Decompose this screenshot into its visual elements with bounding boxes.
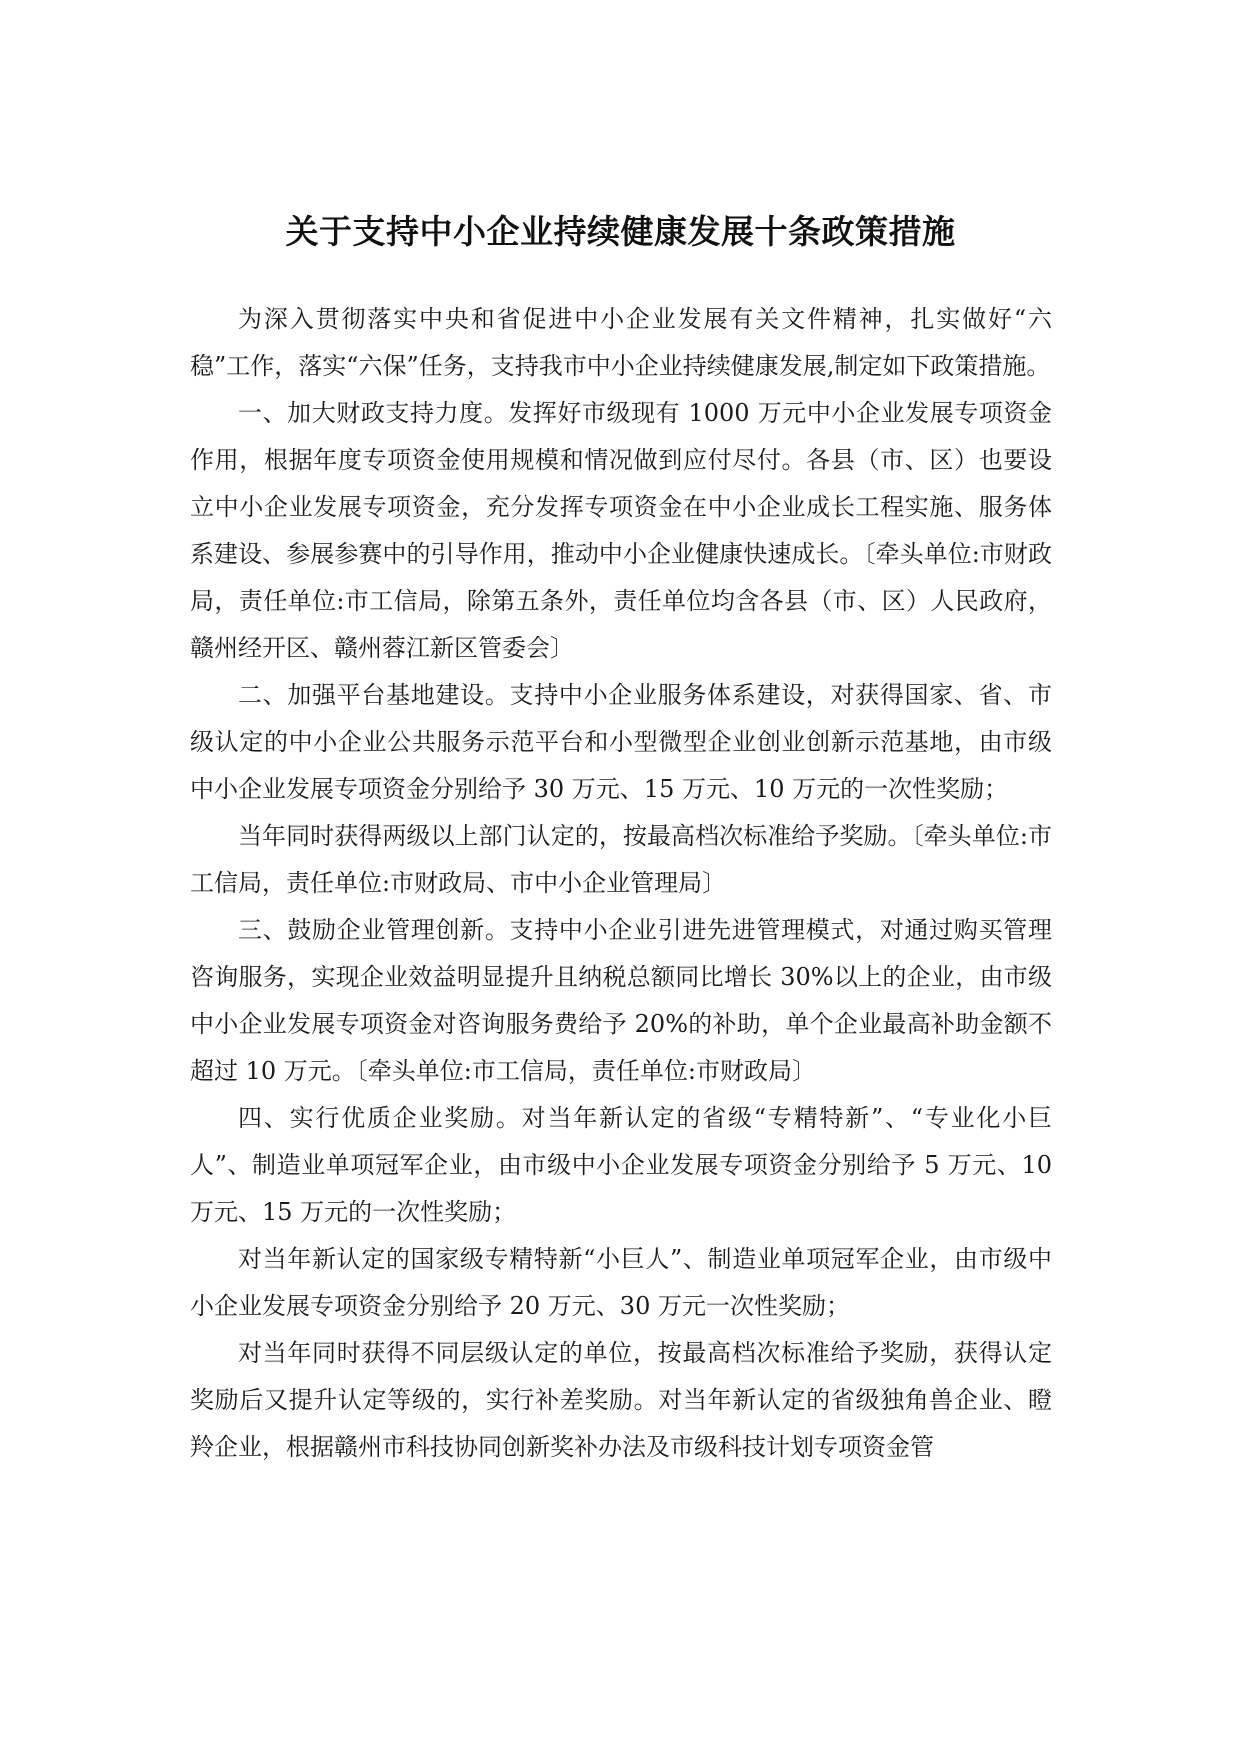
paragraph-measure-4-national: 对当年新认定的国家级专精特新“小巨人”、制造业单项冠军企业，由市级中小企业发展专项资金分别给予 20 万元、30 万元一次性奖励； — [190, 1245, 1052, 1320]
paragraph-measure-2-note: 当年同时获得两级以上部门认定的，按最高档次标准给予奖励。〔牵头单位:市工信局，责任单位:市财政局、市中小企业管理局〕 — [190, 822, 1052, 897]
paragraph-measure-4: 四、实行优质企业奖励。对当年新认定的省级“专精特新”、“专业化小巨人”、制造业单项冠军企业，由市级中小企业发展专项资金分别给予 5 万元、10 万元、15 万元的一次性奖励； — [190, 1104, 1052, 1226]
document-body — [190, 296, 1052, 1471]
paragraph-measure-4-levels: 对当年同时获得不同层级认定的单位，按最高档次标准给予奖励，获得认定奖励后又提升认定等级的，实行补差奖励。对当年新认定的省级独角兽企业、瞪羚企业，根据赣州市科技协同创新奖补办法及市级科技计划专项资金管 — [190, 1339, 1052, 1461]
paragraph-measure-1: 一、加大财政支持力度。发挥好市级现有 1000 万元中小企业发展专项资金作用，根据年度专项资金使用规模和情况做到应付尽付。各县（市、区）也要设立中小企业发展专项资金，充分发挥专项资金在中小企业成长工程实施、服务体系建设、参展参赛中的引导作用，推动中小企业健康快速成长。〔牵头单位:市财政局，责任单位:市工信局，除第五条外，责任单位均含各县（市、区）人民政府，赣州经开区、赣州蓉江新区管委会〕 — [190, 399, 1052, 662]
paragraph-intro: 为深入贯彻落实中央和省促进中小企业发展有关文件精神，扎实做好“六稳”工作，落实“六保”任务，支持我市中小企业持续健康发展,制定如下政策措施。 — [190, 305, 1052, 380]
document-title: 关于支持中小企业持续健康发展十条政策措施 — [285, 212, 956, 252]
paragraph-measure-2: 二、加强平台基地建设。支持中小企业服务体系建设，对获得国家、省、市级认定的中小企业公共服务示范平台和小型微型企业创业创新示范基地，由市级中小企业发展专项资金分别给予 30 万元、15 万元、10 万元的一次性奖励； — [190, 681, 1052, 803]
paragraph-measure-3: 三、鼓励企业管理创新。支持中小企业引进先进管理模式，对通过购买管理咨询服务，实现企业效益明显提升且纳税总额同比增长 30%以上的企业，由市级中小企业发展专项资金对咨询服务费给予 20%的补助，单个企业最高补助金额不超过 10 万元。〔牵头单位:市工信局，责任单位:市财政局〕 — [190, 916, 1052, 1085]
